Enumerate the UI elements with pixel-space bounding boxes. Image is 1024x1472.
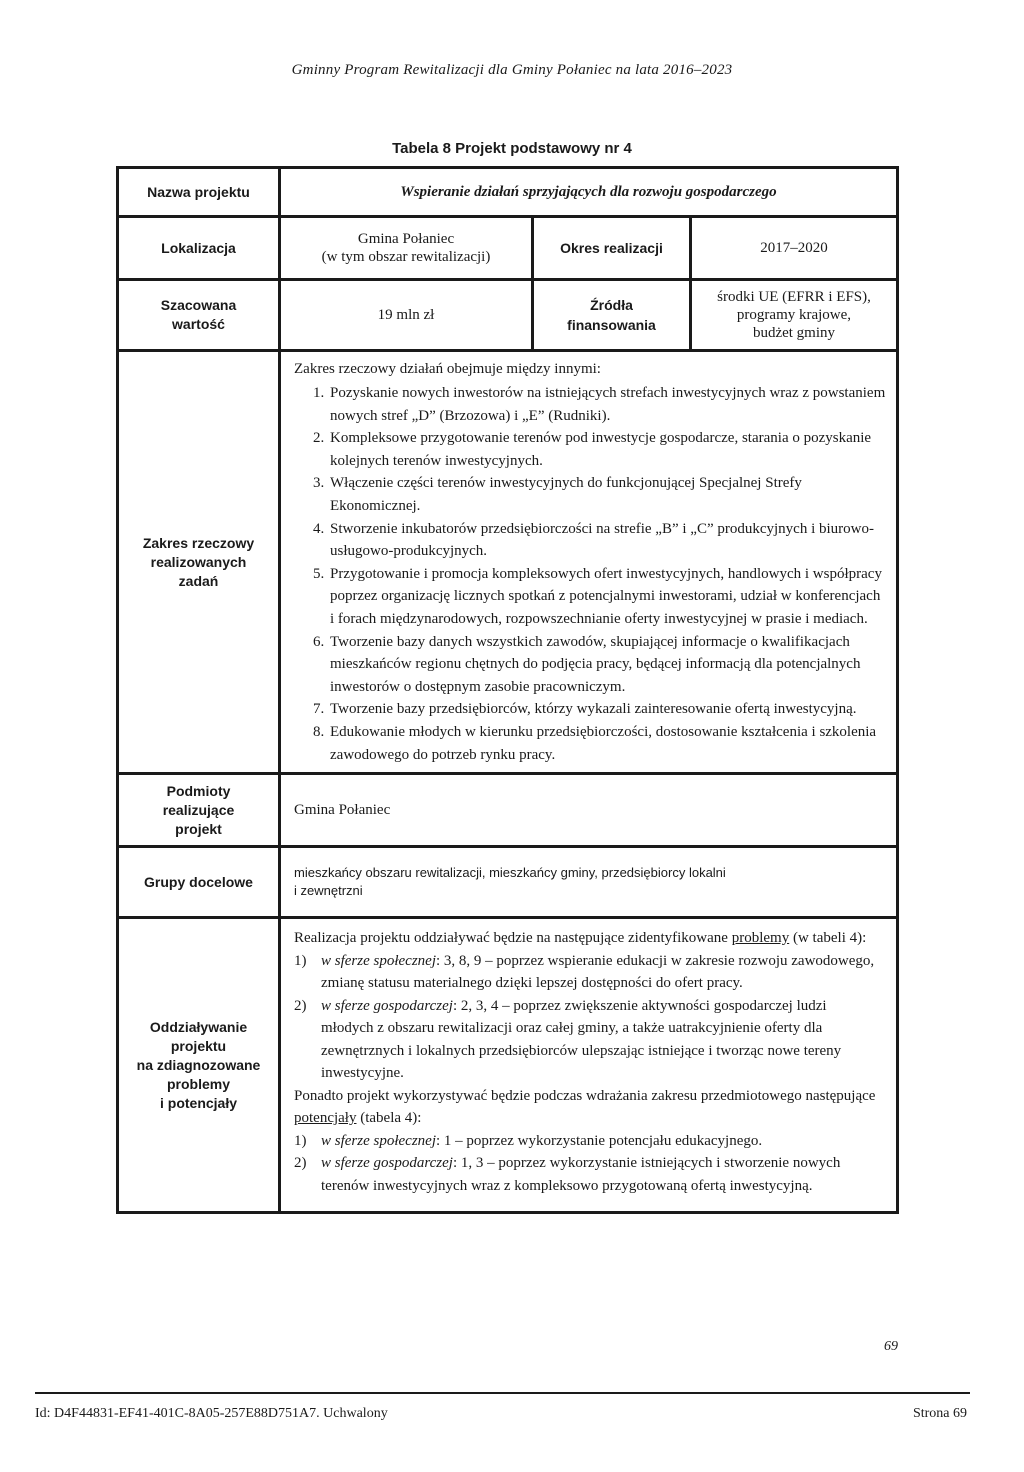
target-groups-value: mieszkańcy obszaru rewitalizacji, mieszkańcy gminy, przedsiębiorcy lokalni i zewnętrzni — [280, 847, 898, 918]
scope-item: 3. Włączenie części terenów inwestycyjnych do funkcjonującej Specjalnej Strefy Ekonomicznej. — [328, 472, 886, 517]
problem-item: 2) w sferze gospodarczej: 2, 3, 4 – poprzez zwiększenie aktywności gospodarczej ludzi młodych z obszaru rewitalizacji oraz całej gminy, a także uatrakcyjnienie oferty dla zewnętrznych i lokalnych przedsiębiorców ulepszając istniejące i tworząc nowe tereny inwestycyjne. — [294, 997, 842, 1082]
footer-divider — [35, 1392, 970, 1394]
project-table — [116, 166, 899, 1214]
scope-item: 8. Edukowanie młodych w kierunku przedsiębiorczości, dostosowanie kształcenia i szkolenia zawodowego do potrzeb rynku pracy. — [328, 721, 886, 766]
row-impact — [118, 918, 898, 1213]
scope-item: 4. Stworzenie inkubatorów przedsiębiorczości na strefie „B” i „C” produkcyjnych i biurowo-usługowo-produkcyjnych. — [328, 518, 886, 563]
row-estimated-cost — [118, 280, 898, 351]
row-target-groups — [118, 847, 898, 918]
funding-sources-label: Źródła finansowania — [533, 281, 691, 349]
implementing-entities-label: Podmioty realizujące projekt — [118, 774, 280, 847]
scope-item: 6. Tworzenie bazy danych wszystkich zawodów, skupiającej informacje o kwalifikacjach mieszkańców regionu chętnych do podjęcia pracy, będącej informacją dla potencjalnych inwestorów o dostępnym zasobie pracowniczym. — [328, 631, 886, 699]
impact-value — [280, 918, 898, 1213]
scope-label: Zakres rzeczowy realizowanych zadań — [118, 351, 280, 774]
implementing-entities-value: Gmina Połaniec — [280, 774, 898, 847]
project-name-value: Wspieranie działań sprzyjających dla rozwoju gospodarczego — [280, 168, 898, 217]
row-project-name — [118, 168, 898, 217]
scope-list — [294, 382, 886, 766]
impact-label: Oddziaływanie projektu na zdiagnozowane problemy i potencjały — [118, 918, 280, 1213]
footer-page-label: Strona 69 — [912, 1406, 967, 1421]
scope-item: 1. Pozyskanie nowych inwestorów na istniejących strefach inwestycyjnych wraz z powstaniem nowych stref „D” (Brzozowa) i „E” (Rudniki). — [328, 382, 886, 427]
table-caption: Tabela 8 Projekt podstawowy nr 4 — [392, 140, 632, 157]
target-groups-label: Grupy docelowe — [118, 847, 280, 918]
problem-item: 1) w sferze społecznej: 3, 8, 9 – poprzez wspieranie edukacji w zakresie rozwoju zawodowego, zmianę statusu materialnego dzięki lepszej dostępności do ofert pracy. — [294, 952, 875, 992]
potential-item: 1) w sferze społecznej: 1 – poprzez wykorzystanie potencjału edukacyjnego. — [294, 1132, 763, 1149]
potential-item: 2) w sferze gospodarczej: 1, 3 – poprzez wykorzystanie istniejących i stworzenie nowych terenów inwestycyjnych wraz z kompleksowo przygotowaną ofertą inwestycyjną. — [294, 1155, 841, 1194]
running-header: Gminny Program Rewitalizacji dla Gminy Połaniec na lata 2016–2023 — [291, 62, 733, 78]
row-scope — [118, 351, 898, 774]
location-label: Lokalizacja — [118, 217, 280, 280]
period-label: Okres realizacji — [533, 218, 691, 278]
location-value: Gmina Połaniec (w tym obszar rewitalizacji) — [321, 231, 491, 265]
estimated-cost-value: 19 mln zł — [377, 306, 435, 323]
potentials-intro: Ponadto projekt wykorzystywać będzie podczas wdrażania zakresu przedmiotowego następujące potencjały (tabela 4): — [294, 1087, 876, 1127]
row-implementing-entities — [118, 774, 898, 847]
row-location — [118, 217, 898, 280]
potentials-list — [294, 1130, 882, 1198]
scope-item: 5. Przygotowanie i promocja kompleksowych ofert inwestycyjnych, handlowych i współpracy poprzez organizację licznych spotkań z potencjalnymi inwestorami, udział w konferencjach i forach międzynarodowych, rozpowszechnianie oferty inwestycyjnej w prasie i mediach. — [328, 563, 886, 631]
period-value: 2017–2020 — [760, 239, 828, 256]
page-number: 69 — [884, 1339, 898, 1354]
scope-value — [280, 351, 898, 774]
estimated-cost-label: Szacowana wartość — [118, 280, 280, 351]
funding-sources-value: środki UE (EFRR i EFS), programy krajowe, budżet gminy — [717, 289, 871, 341]
problems-intro: Realizacja projektu oddziaływać będzie na następujące zidentyfikowane problemy (w tabeli 4): — [294, 930, 867, 947]
scope-intro: Zakres rzeczowy działań obejmuje między innymi: — [294, 361, 601, 377]
scope-item: 7. Tworzenie bazy przedsiębiorców, którzy wykazali zainteresowanie ofertą inwestycyjną. — [328, 698, 886, 721]
scope-item: 2. Kompleksowe przygotowanie terenów pod inwestycje gospodarcze, starania o pozyskanie kolejnych terenów inwestycyjnych. — [328, 427, 886, 472]
problems-list — [294, 950, 882, 1085]
footer-document-id: Id: D4F44831-EF41-401C-8A05-257E88D751A7. Uchwalony — [35, 1406, 388, 1421]
project-name-label: Nazwa projektu — [118, 168, 280, 217]
